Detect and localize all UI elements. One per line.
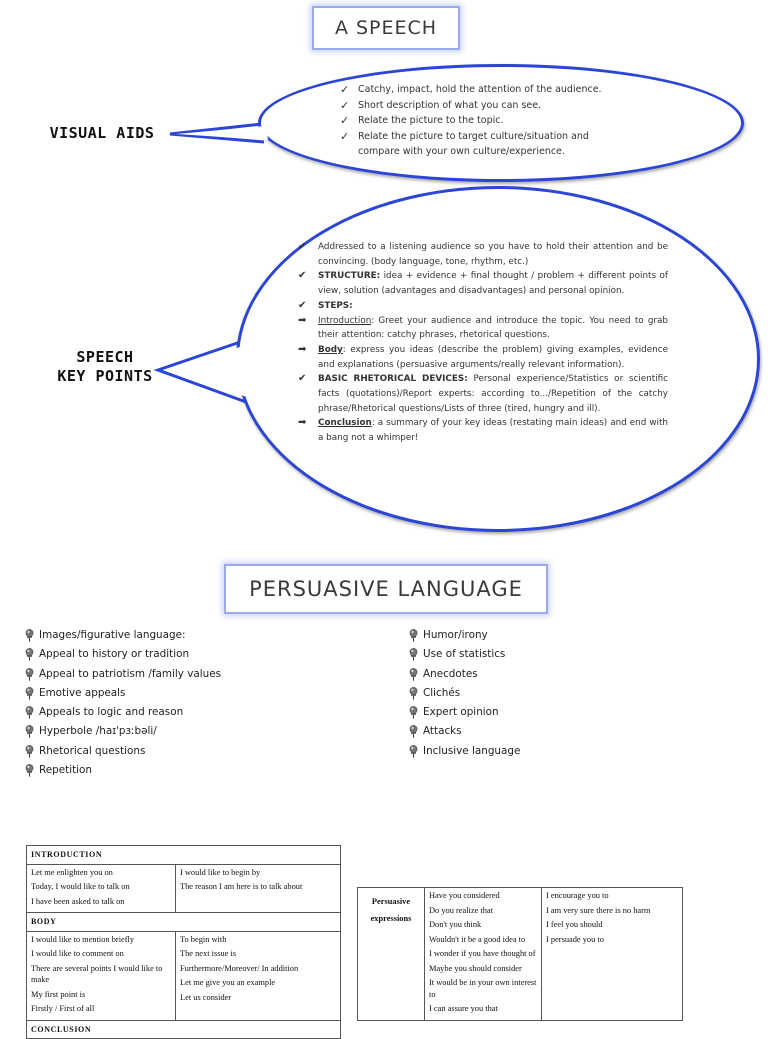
speech-key-points-list	[298, 240, 668, 446]
list-item: ➡ Introduction: Greet your audience and introduce the topic. You need to grab their attention: catchy phrases, rhetorical questions.	[298, 314, 668, 341]
persuasive-techniques-left	[24, 626, 344, 780]
phrase: Let me give you an example	[180, 978, 276, 987]
pushpin-icon	[408, 668, 419, 681]
phrase: Have you considered	[429, 891, 500, 900]
intro-right-cell	[176, 864, 341, 913]
phrase: I would like to mention briefly	[31, 934, 135, 944]
arrow-icon: ➡	[298, 343, 307, 355]
technique-item	[408, 722, 628, 741]
pushpin-icon	[24, 745, 35, 758]
phrase: Firstly / First of all	[31, 1004, 95, 1013]
phrase: I would like to comment on	[31, 949, 124, 958]
speech-phrases-table	[26, 845, 341, 1039]
pushpin-icon	[24, 648, 35, 661]
technique-label: Clichés	[423, 686, 461, 699]
visual-aids-list	[340, 82, 620, 160]
phrase: I would like to begin by	[180, 867, 261, 877]
phrase: I persuade you to	[546, 934, 604, 944]
speech-label-line1: SPEECH	[76, 348, 134, 366]
technique-item	[408, 665, 628, 684]
phrase: My first point is	[31, 989, 86, 999]
technique-item	[24, 742, 344, 761]
persuasive-expressions-label: Persuasive expressions	[358, 888, 425, 1021]
technique-item	[24, 703, 344, 722]
phrase: Do you realize that	[429, 905, 493, 915]
phrase: Wouldn't it be a good idea to	[429, 934, 526, 944]
phrase: Maybe you should consider	[429, 963, 522, 973]
pushpin-icon	[408, 687, 419, 700]
check-icon: ✓	[340, 129, 350, 143]
phrase: The next issue is	[180, 949, 237, 958]
body-header: BODY	[27, 913, 341, 932]
list-item: ✔ STRUCTURE: idea + evidence + final thought / problem + different points of view, solution (advantages and disadvantages) and personal opinion.	[298, 270, 668, 297]
persuasive-techniques-right	[408, 626, 628, 761]
technique-item	[408, 626, 628, 645]
technique-label: Hyperbole /haɪ'pɜːbəli/	[39, 725, 157, 738]
persuasive-expressions-table	[357, 887, 683, 1021]
speech-key-points-label	[40, 348, 170, 386]
technique-item	[408, 703, 628, 722]
phrase: I can assure you that	[429, 1004, 498, 1013]
checkmark-icon: ✔	[298, 241, 307, 252]
check-icon: ✓	[340, 98, 350, 112]
expressions-col2	[425, 888, 542, 1021]
check-icon: ✓	[340, 83, 350, 96]
technique-label: Emotive appeals	[39, 686, 126, 699]
body-left-cell	[27, 931, 176, 1020]
list-item: ➡ Conclusion: a summary of your key ideas (restating main ideas) and end with a bang not a whimper!	[298, 417, 668, 444]
speech-label-line2: KEY POINTS	[57, 367, 153, 385]
list-item: ✓ Relate the picture to the topic.	[340, 114, 504, 127]
check-icon: ✓	[340, 114, 350, 127]
technique-item	[24, 626, 344, 645]
technique-label: Appeal to history or tradition	[39, 648, 190, 661]
technique-label: Humor/irony	[423, 629, 488, 641]
technique-item	[408, 645, 628, 664]
technique-label: Anecdotes	[423, 667, 478, 680]
pushpin-icon	[24, 687, 35, 700]
technique-item	[24, 761, 344, 780]
phrase: I encourage you to	[546, 891, 609, 900]
list-item: ✔ STEPS:	[298, 299, 668, 314]
technique-item	[408, 684, 628, 703]
technique-label: Rhetorical questions	[39, 744, 146, 757]
technique-item	[24, 684, 344, 703]
phrase: Furthermore/Moreover/ In addition	[180, 963, 299, 973]
phrase: To begin with	[180, 934, 227, 944]
phrase: I have been asked to talk on	[31, 896, 125, 906]
phrase: There are several points I would like to make	[31, 963, 163, 984]
technique-label: Appeals to logic and reason	[39, 706, 184, 719]
technique-label: Expert opinion	[423, 706, 499, 719]
technique-item	[24, 665, 344, 684]
technique-item	[24, 645, 344, 664]
pushpin-icon	[24, 668, 35, 681]
checkmark-icon: ✔	[298, 270, 307, 282]
checkmark-icon: ✔	[298, 299, 307, 311]
phrase: Today, I would like to talk on	[31, 882, 130, 891]
list-item: ✓ Relate the picture to target culture/situation and compare with your own culture/experience.	[340, 129, 589, 157]
expressions-col3	[542, 888, 683, 1021]
phrase: The reason I am here is to talk about	[180, 882, 303, 891]
pushpin-icon	[408, 648, 419, 661]
technique-label: Appeal to patriotism /family values	[39, 667, 222, 680]
arrow-icon: ➡	[298, 417, 307, 429]
introduction-header: INTRODUCTION	[27, 846, 341, 865]
persuasive-language-title: PERSUASIVE LANGUAGE	[224, 564, 548, 614]
phrase: Don't you think	[429, 920, 482, 929]
list-item: ✓ Catchy, impact, hold the attention of the audience.	[340, 83, 602, 96]
phrase: Let us consider	[180, 992, 232, 1002]
phrase: I am very sure there is no harm	[546, 905, 651, 915]
speech-title: A SPEECH	[312, 6, 460, 50]
visual-bubble-pointer	[170, 124, 264, 142]
pushpin-icon	[24, 706, 35, 719]
list-item: ✔ BASIC RHETORICAL DEVICES: Personal experience/Statistics or scientific facts (quotations)/Report experts: according to.../Repetition of the catchy phrase/Rhetorical questions/Lists of three (tired, hungry and ill).	[298, 373, 669, 414]
pushpin-icon	[24, 725, 35, 738]
technique-label: Attacks	[423, 725, 462, 738]
technique-label: Inclusive language	[423, 744, 521, 757]
technique-label: Images/figurative language:	[39, 629, 186, 641]
pushpin-icon	[408, 706, 419, 719]
conclusion-header: CONCLUSION	[27, 1020, 341, 1039]
phrase: It would be in your own interest to	[429, 978, 537, 999]
list-item: ✔ Addressed to a listening audience so you have to hold their attention and be convincing. (body language, tone, rhythm, etc.)	[298, 241, 668, 267]
technique-label: Use of statistics	[423, 648, 506, 661]
pushpin-icon	[408, 629, 419, 642]
technique-item	[408, 742, 628, 761]
list-item: ➡ Body: express you ideas (describe the problem) giving examples, evidence and explanations (persuasive arguments/really relevant information).	[298, 343, 668, 370]
visual-aids-label: VISUAL AIDS	[49, 124, 155, 142]
pushpin-icon	[408, 745, 419, 758]
phrase: Let me enlighten you on	[31, 867, 113, 877]
technique-label: Repetition	[39, 764, 92, 777]
phrase: I feel you should	[546, 920, 603, 929]
arrow-icon: ➡	[298, 314, 307, 326]
technique-item	[24, 722, 344, 741]
pushpin-icon	[24, 764, 35, 777]
checkmark-icon: ✔	[298, 373, 307, 385]
intro-left-cell	[27, 864, 176, 913]
body-right-cell	[176, 931, 341, 1020]
pushpin-icon	[408, 725, 419, 738]
list-item: ✓ Short description of what you can see.	[340, 98, 542, 112]
phrase: I wonder if you have thought of	[429, 949, 536, 958]
pushpin-icon	[24, 629, 35, 642]
